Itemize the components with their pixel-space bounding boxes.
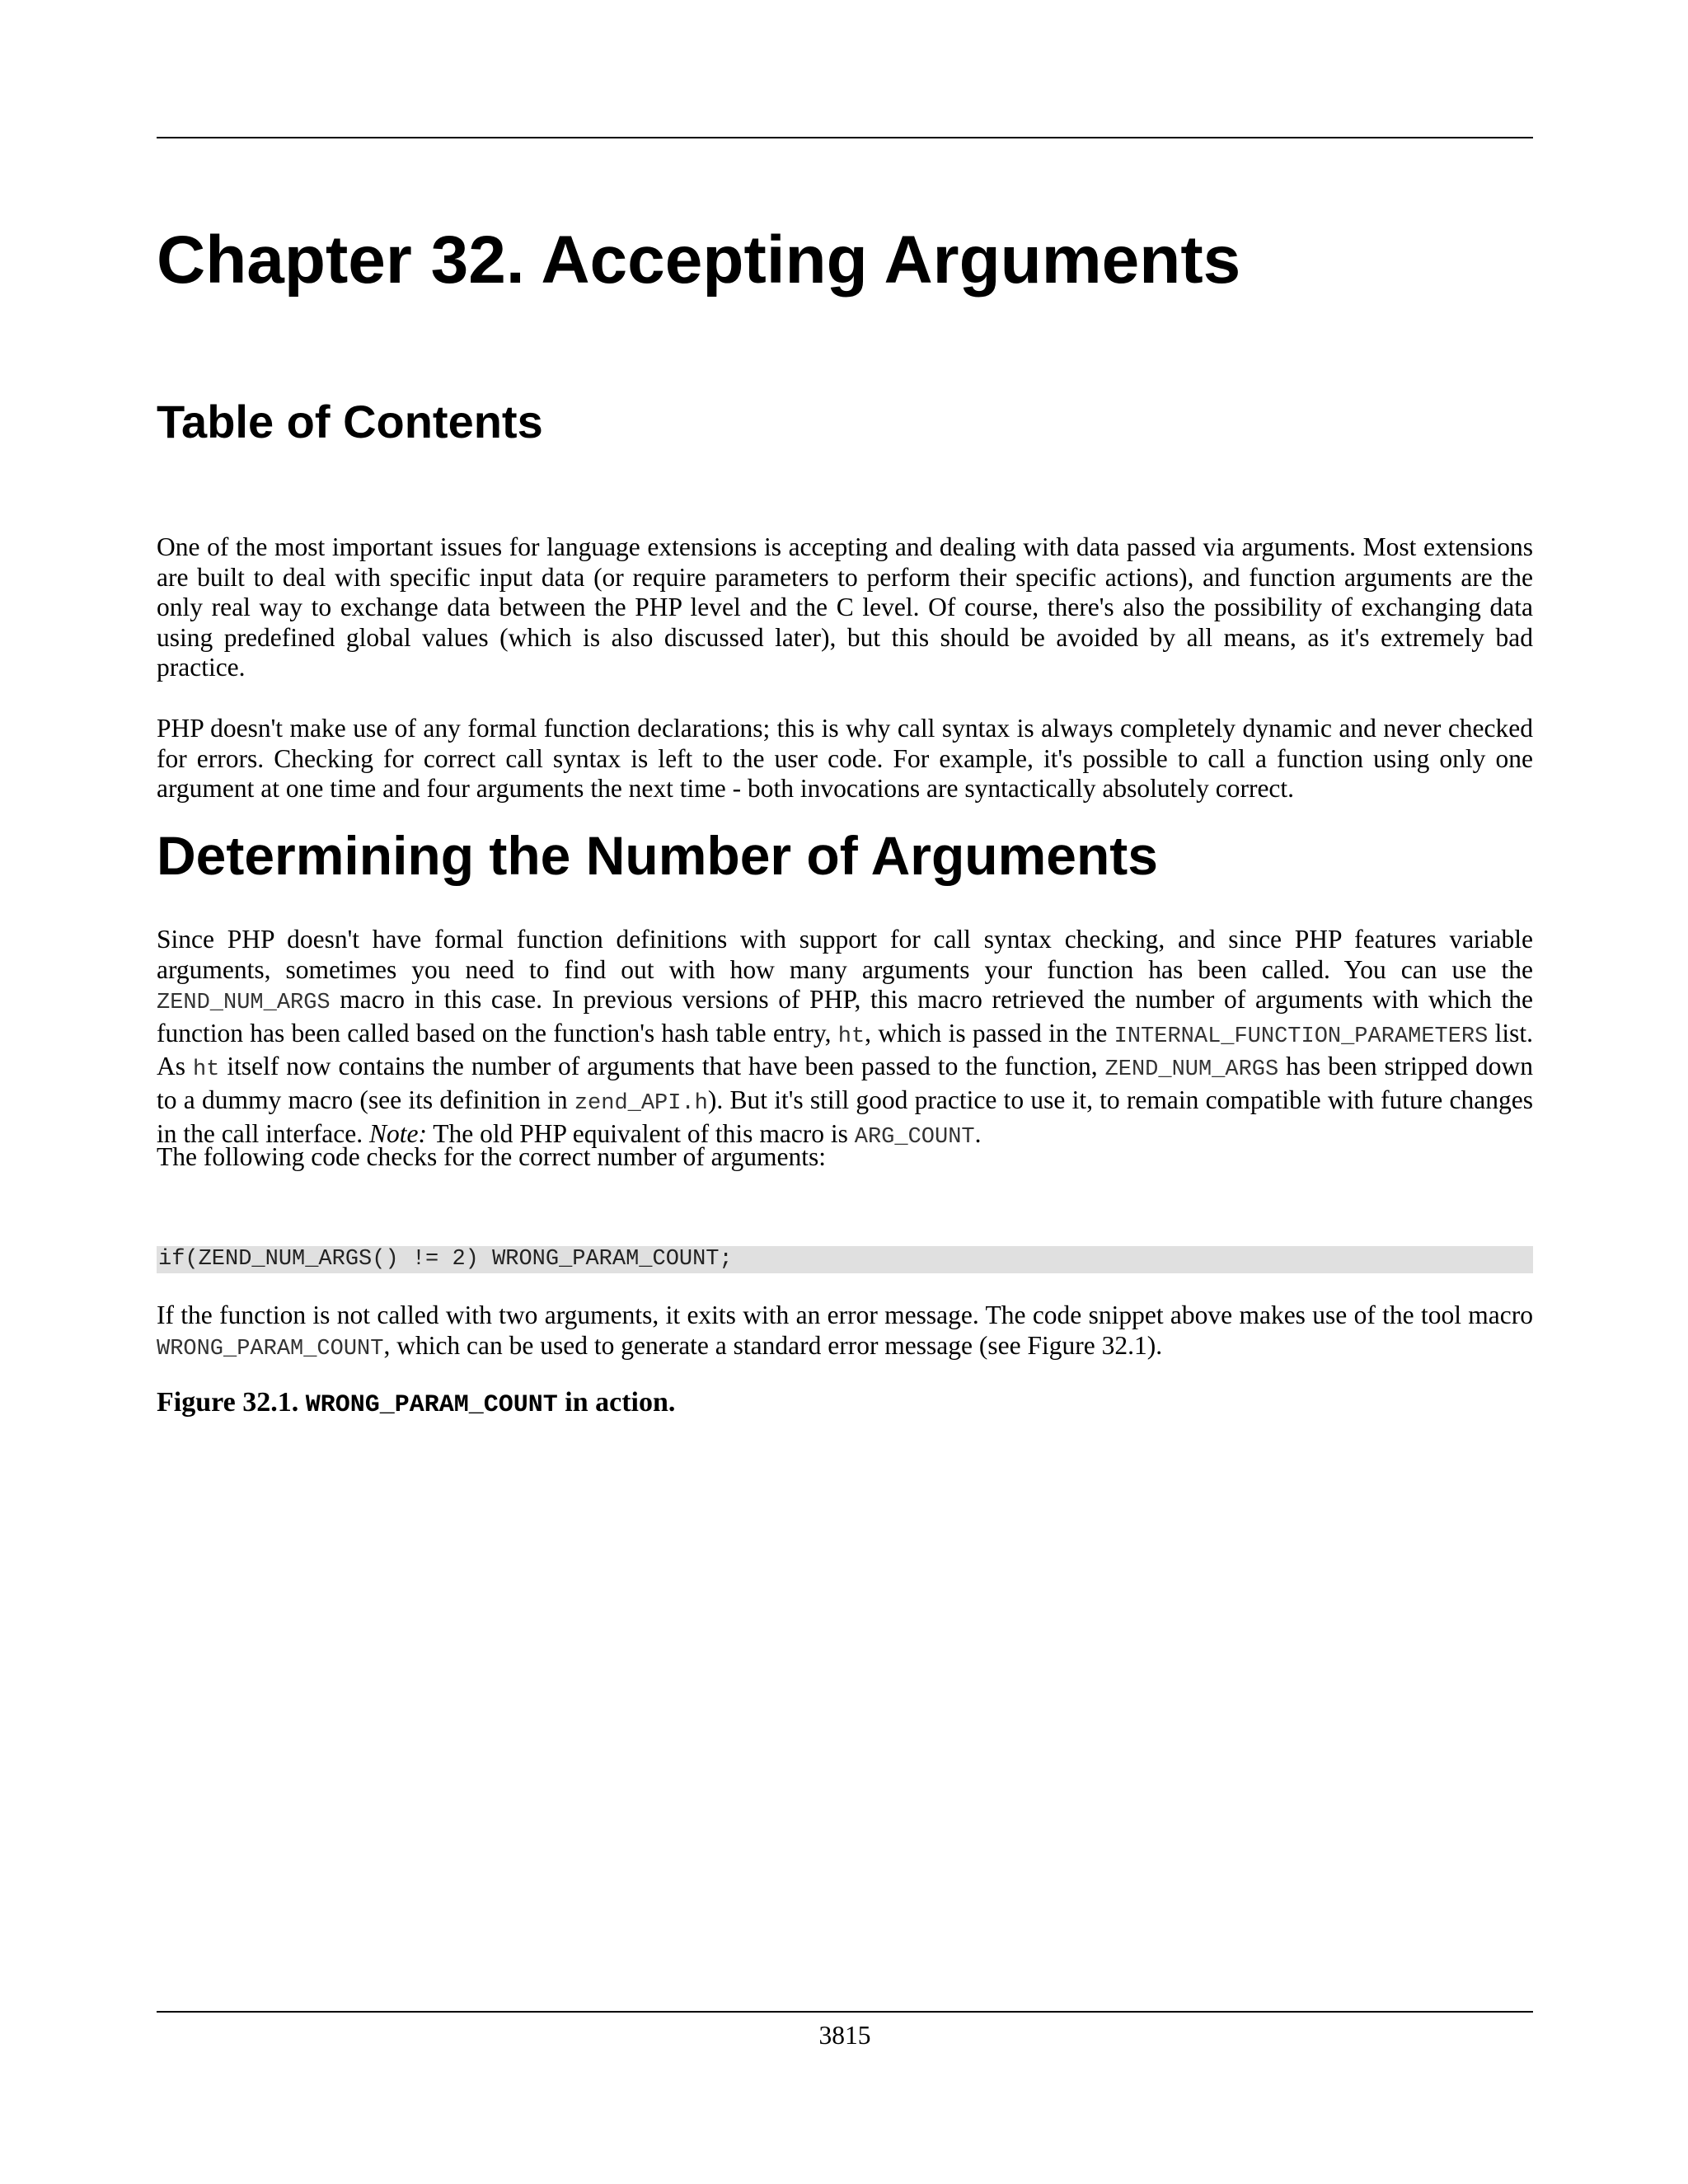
section-paragraph-2 [157,1301,1533,1364]
table-of-contents-heading: Table of Contents [157,396,543,448]
text-run: itself now contains the number of arguments that have been passed to the function, [219,1052,1105,1081]
figure-caption [157,1386,675,1422]
text-run: , which is passed in the [865,1018,1114,1047]
text-run: macro in this case. In previous versions of PHP, this macro retrieved the number of arguments with which the function has been called based on the function's hash table entry, [157,985,1533,1047]
intro-paragraph-1: One of the most important issues for language extensions is accepting and dealing with data passed via arguments. Most extensions are built to deal with specific input data (or require parameters to perform their specific actions), and function arguments are the only real way to exchange data between the PHP level and the C level. Of course, there's also the possibility of exchanging data using predefined global values (which is also discussed later), but this should be avoided by all means, as it's extremely bad practice. [157,532,1533,682]
page-number: 3815 [818,2021,871,2050]
figure-suffix: in action. [557,1387,676,1418]
inline-code-wrong-param-count: WRONG_PARAM_COUNT [157,1336,384,1361]
inline-code-zend-api-h: zend_API.h [574,1090,708,1116]
figure-code: WRONG_PARAM_COUNT [305,1391,558,1419]
text-run: has been stripped down to a dummy macro (see its definition in [157,1052,1533,1114]
section-title: Determining the Number of Arguments [157,825,1158,886]
text-run: . [974,1118,982,1148]
chapter-title: Chapter 32. Accepting Arguments [157,223,1241,298]
intro-paragraph-2: PHP doesn't make use of any formal function declarations; this is why call syntax is always completely dynamic and never checked for errors. Checking for correct call syntax is left to the user code. For example, it's possible to call a function using only one argument at one time and four arguments the next time - both invocations are syntactically absolutely correct. [157,714,1533,804]
text-run: , which can be used to generate a standard error message (see Figure 32.1). [383,1330,1163,1360]
document-page [157,0,1533,2184]
text-run: ). But it's still good practice to use it, to remain compatible with future changes in the call interface. [157,1085,1533,1148]
header-rule [157,137,1533,138]
inline-code-zend-num-args: ZEND_NUM_ARGS [1104,1057,1279,1083]
text-run: If the function is not called with two arguments, it exits with an error message. The code snippet above makes use of the tool macro [157,1301,1533,1329]
code-block: if(ZEND_NUM_ARGS() != 2) WRONG_PARAM_COUNT; [157,1246,1533,1273]
figure-label: Figure 32.1. [157,1387,306,1418]
inline-code-ht: ht [192,1057,220,1083]
inline-code-zend-num-args: ZEND_NUM_ARGS [157,991,331,1016]
code-intro-paragraph: The following code checks for the correct number of arguments: [157,1142,827,1171]
inline-code-internal-function-parameters: INTERNAL_FUNCTION_PARAMETERS [1114,1024,1489,1049]
text-run: The old PHP equivalent of this macro is [426,1118,855,1148]
note-label: Note: [368,1118,427,1148]
inline-code-ht: ht [837,1024,865,1049]
inline-code-arg-count: ARG_COUNT [854,1124,975,1150]
section-paragraph-1 [157,925,1533,1152]
text-run: list. As [157,1018,1534,1081]
text-run: Since PHP doesn't have formal function definitions with support for call syntax checking, and since PHP features variable arguments, sometimes you need to find out with how many arguments your function has been called. You can use the [157,925,1533,984]
